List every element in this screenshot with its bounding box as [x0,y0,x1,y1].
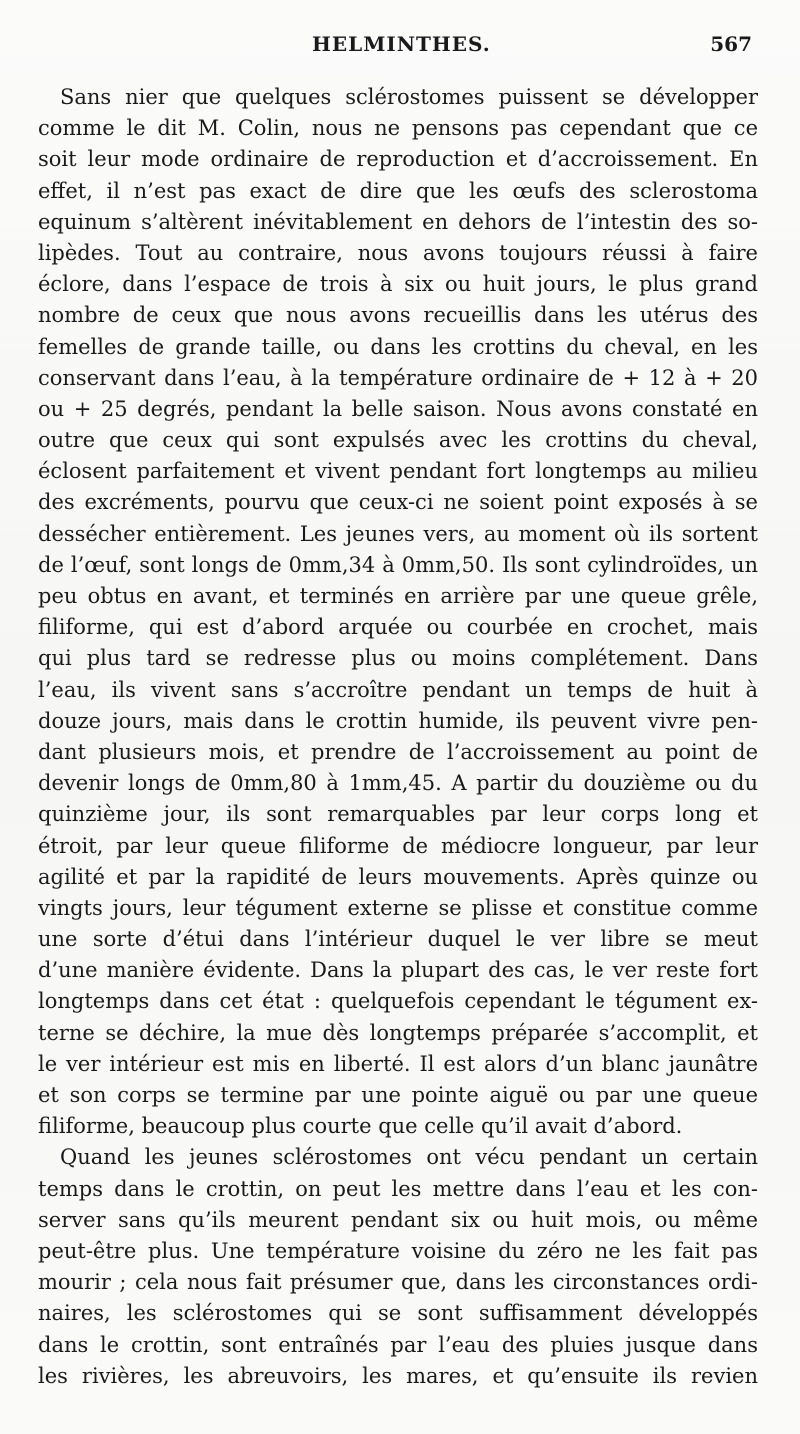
text-line: dans le crottin, sont entraînés par l’eau des pluies jusque dans [38,1332,758,1357]
text-line: equinum s’altèrent inévitablement en dehors de l’intestin des so- [38,209,758,234]
page-number: 567 [710,32,752,56]
page-header [38,32,758,66]
text-line: éclosent parfaitement et vivent pendant fort longtemps au milieu [38,459,758,484]
text-line: nombre de ceux que nous avons recueillis dans les utérus des [38,303,758,328]
text-line: étroit, par leur queue filiforme de médiocre longueur, par leur [38,833,758,858]
text-line: soit leur mode ordinaire de reproduction et d’accroissement. En [38,147,758,172]
text-line: d’une manière évidente. Dans la plupart des cas, le ver reste fort [38,958,758,983]
text-line: filiforme, beaucoup plus courte que celle qu’il avait d’abord. [38,1114,683,1139]
text-line: peu obtus en avant, et terminés en arrière par une queue grêle, [38,584,758,608]
text-line: peut-être plus. Une température voisine du zéro ne les fait pas [38,1238,758,1263]
text-line: femelles de grande taille, ou dans les crottins du cheval, en les [38,334,758,359]
text-line: longtemps dans cet état : quelquefois cependant le tégument ex- [38,989,758,1014]
text-line: vingts jours, leur tégument externe se plisse et constitue comme [38,895,758,920]
text-line: quinzième jour, ils sont remarquables par leur corps long et [38,802,758,827]
text-line: mourir ; cela nous fait présumer que, dans les circonstances ordi- [38,1270,758,1295]
text-line: terne se déchire, la mue dès longtemps préparée s’accomplit, et [38,1020,758,1045]
text-line: Quand les jeunes sclérostomes ont vécu pendant un certain [60,1145,758,1170]
text-line: agilité et par la rapidité de leurs mouvements. Après quinze ou [38,864,758,889]
text-line: devenir longs de 0mm,80 à 1mm,45. A partir du douzième ou du [38,771,758,796]
text-line: conservant dans l’eau, à la température ordinaire de + 12 à + 20 [38,365,758,390]
text-line: une sorte d’étui dans l’intérieur duquel le ver libre se meut [38,927,758,952]
running-title: HELMINTHES. [312,32,491,56]
text-line: des excréments, pourvu que ceux-ci ne soient point exposés à se [38,490,758,515]
text-line: naires, les sclérostomes qui se sont suffisamment développés [38,1301,758,1326]
text-line: comme le dit M. Colin, nous ne pensons pas cependant que ce [38,116,758,141]
text-line: effet, il n’est pas exact de dire que les œufs des sclerostoma [38,178,758,203]
text-line: qui plus tard se redresse plus ou moins complétement. Dans [38,646,758,671]
text-line: douze jours, mais dans le crottin humide, ils peuvent vivre pen- [38,708,758,733]
text-line: dant plusieurs mois, et prendre de l’accroissement au point de [38,739,758,764]
text-line: lipèdes. Tout au contraire, nous avons toujours réussi à faire [38,240,758,265]
text-line: Sans nier que quelques sclérostomes puissent se développer [60,85,758,109]
text-line: éclore, dans l’espace de trois à six ou huit jours, le plus grand [38,272,758,297]
text-line: de l’œuf, sont longs de 0mm,34 à 0mm,50. Ils sont cylindroïdes, un [38,552,758,577]
text-line: dessécher entièrement. Les jeunes vers, au moment où ils sortent [38,521,758,546]
text-line: server sans qu’ils meurent pendant six ou huit mois, ou même [38,1207,758,1232]
text-line: les rivières, les abreuvoirs, les mares, et qu’ensuite ils revien [38,1363,758,1388]
text-line: le ver intérieur est mis en liberté. Il est alors d’un blanc jaunâtre [38,1051,758,1076]
body-text [38,82,758,1392]
text-line: temps dans le crottin, on peut les mettre dans l’eau et les con- [38,1176,758,1201]
text-line: ou + 25 degrés, pendant la belle saison. Nous avons constaté en [38,396,758,421]
text-line: l’eau, ils vivent sans s’accroître pendant un temps de huit à [38,677,758,702]
text-line: filiforme, qui est d’abord arquée ou courbée en crochet, mais [38,615,758,640]
text-line: et son corps se termine par une pointe aiguë ou par une queue [38,1083,758,1107]
text-line: outre que ceux qui sont expulsés avec les crottins du cheval, [38,428,758,453]
